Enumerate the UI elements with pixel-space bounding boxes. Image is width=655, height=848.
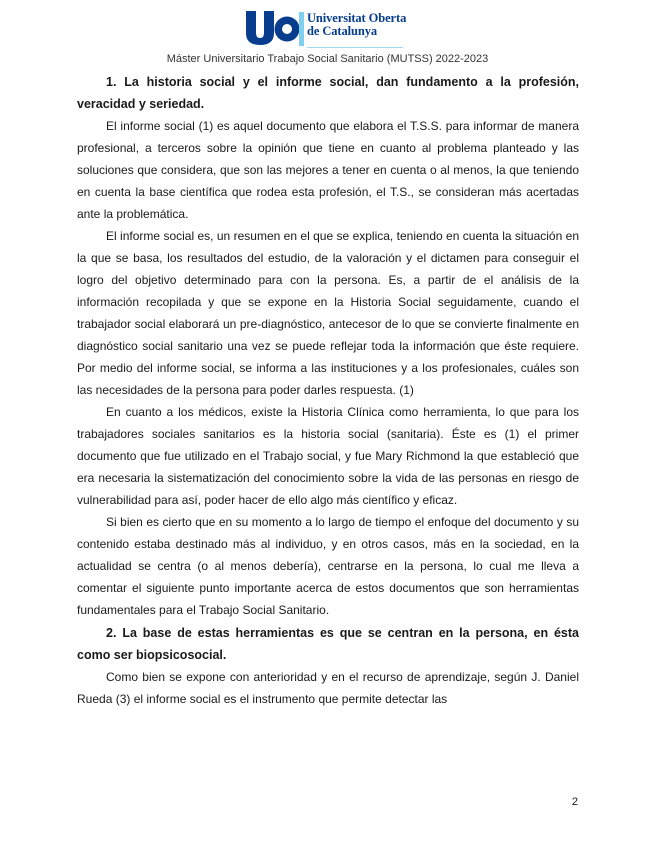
section-heading-2: 2. La base de estas herramientas es que se centran en la persona, en ésta como ser biopsicosocial. (77, 626, 579, 662)
paragraph: El informe social es, un resumen en el que se explica, teniendo en cuenta la situación en la que se basa, los resultados del estudio, de la valoración y el dictamen para conseguir el logro del objetivo determinado para con la persona. Es, a partir de el análisis de la información recopilada y que se expone en la Historia Social seguidamente, cuando el trabajador social elaborará un pre-diagnóstico, antecesor de lo que se convierte finalmente en diagnóstico social sanitario una vez se puede reflejar toda la información que éste requiere. Por medio del informe social, se informa a las instituciones y a los profesionales, cuáles son las necesidades de la persona para poder darles respuesta. (1) (77, 229, 579, 397)
paragraph: El informe social (1) es aquel documento que elabora el T.S.S. para informar de manera profesional, a terceros sobre la opinión que tiene en cuanto al problema planteado y las soluciones que considera, que son las mejores a tener en cuenta o al menos, la que teniendo en cuenta la base científica que rodea esta profesión, el T.S., se consideran más acertadas ante la problemática. (77, 119, 579, 221)
section-heading-1: 1. La historia social y el informe social, dan fundamento a la profesión, veracidad y seriedad. (77, 75, 579, 111)
logo-underline (307, 47, 403, 48)
logo-line-1: Universitat Oberta (307, 11, 407, 25)
paragraph: Si bien es cierto que en su momento a lo largo de tiempo el enfoque del documento y su contenido estaba destinado más al individuo, y en otros casos, más en la sociedad, en la actualidad se centra (o al menos debería), centrarse en la persona, lo cual me lleva a comentar el siguiente punto importante acerca de estos documentos que son herramientas fundamentales para el Trabajo Social Sanitario. (77, 515, 579, 617)
uoc-logo (244, 9, 412, 49)
page-number: 2 (571, 796, 578, 808)
logo-line-2: de Catalunya (307, 24, 377, 38)
page-header: Máster Universitario Trabajo Social Sanitario (MUTSS) 2022-2023 (166, 53, 489, 65)
paragraph: Como bien se expone con anterioridad y en el recurso de aprendizaje, según J. Daniel Rueda (3) el informe social es el instrumento que permite detectar las (77, 670, 579, 706)
uoc-logo-text (307, 12, 417, 38)
paragraph: En cuanto a los médicos, existe la Historia Clínica como herramienta, lo que para los trabajadores sociales sanitarios es la historia social (sanitaria). Éste es (1) el primer documento que fue utilizado en el Trabajo social, y fue Mary Richmond la que estableció que era necesaria la sistematización del conocimiento sobre la vida de las personas en riesgo de vulnerabilidad para así, poder hacer de ello algo más científico y eficaz. (77, 405, 579, 507)
document-body (77, 70, 579, 710)
uoc-logo-mark (244, 9, 304, 47)
